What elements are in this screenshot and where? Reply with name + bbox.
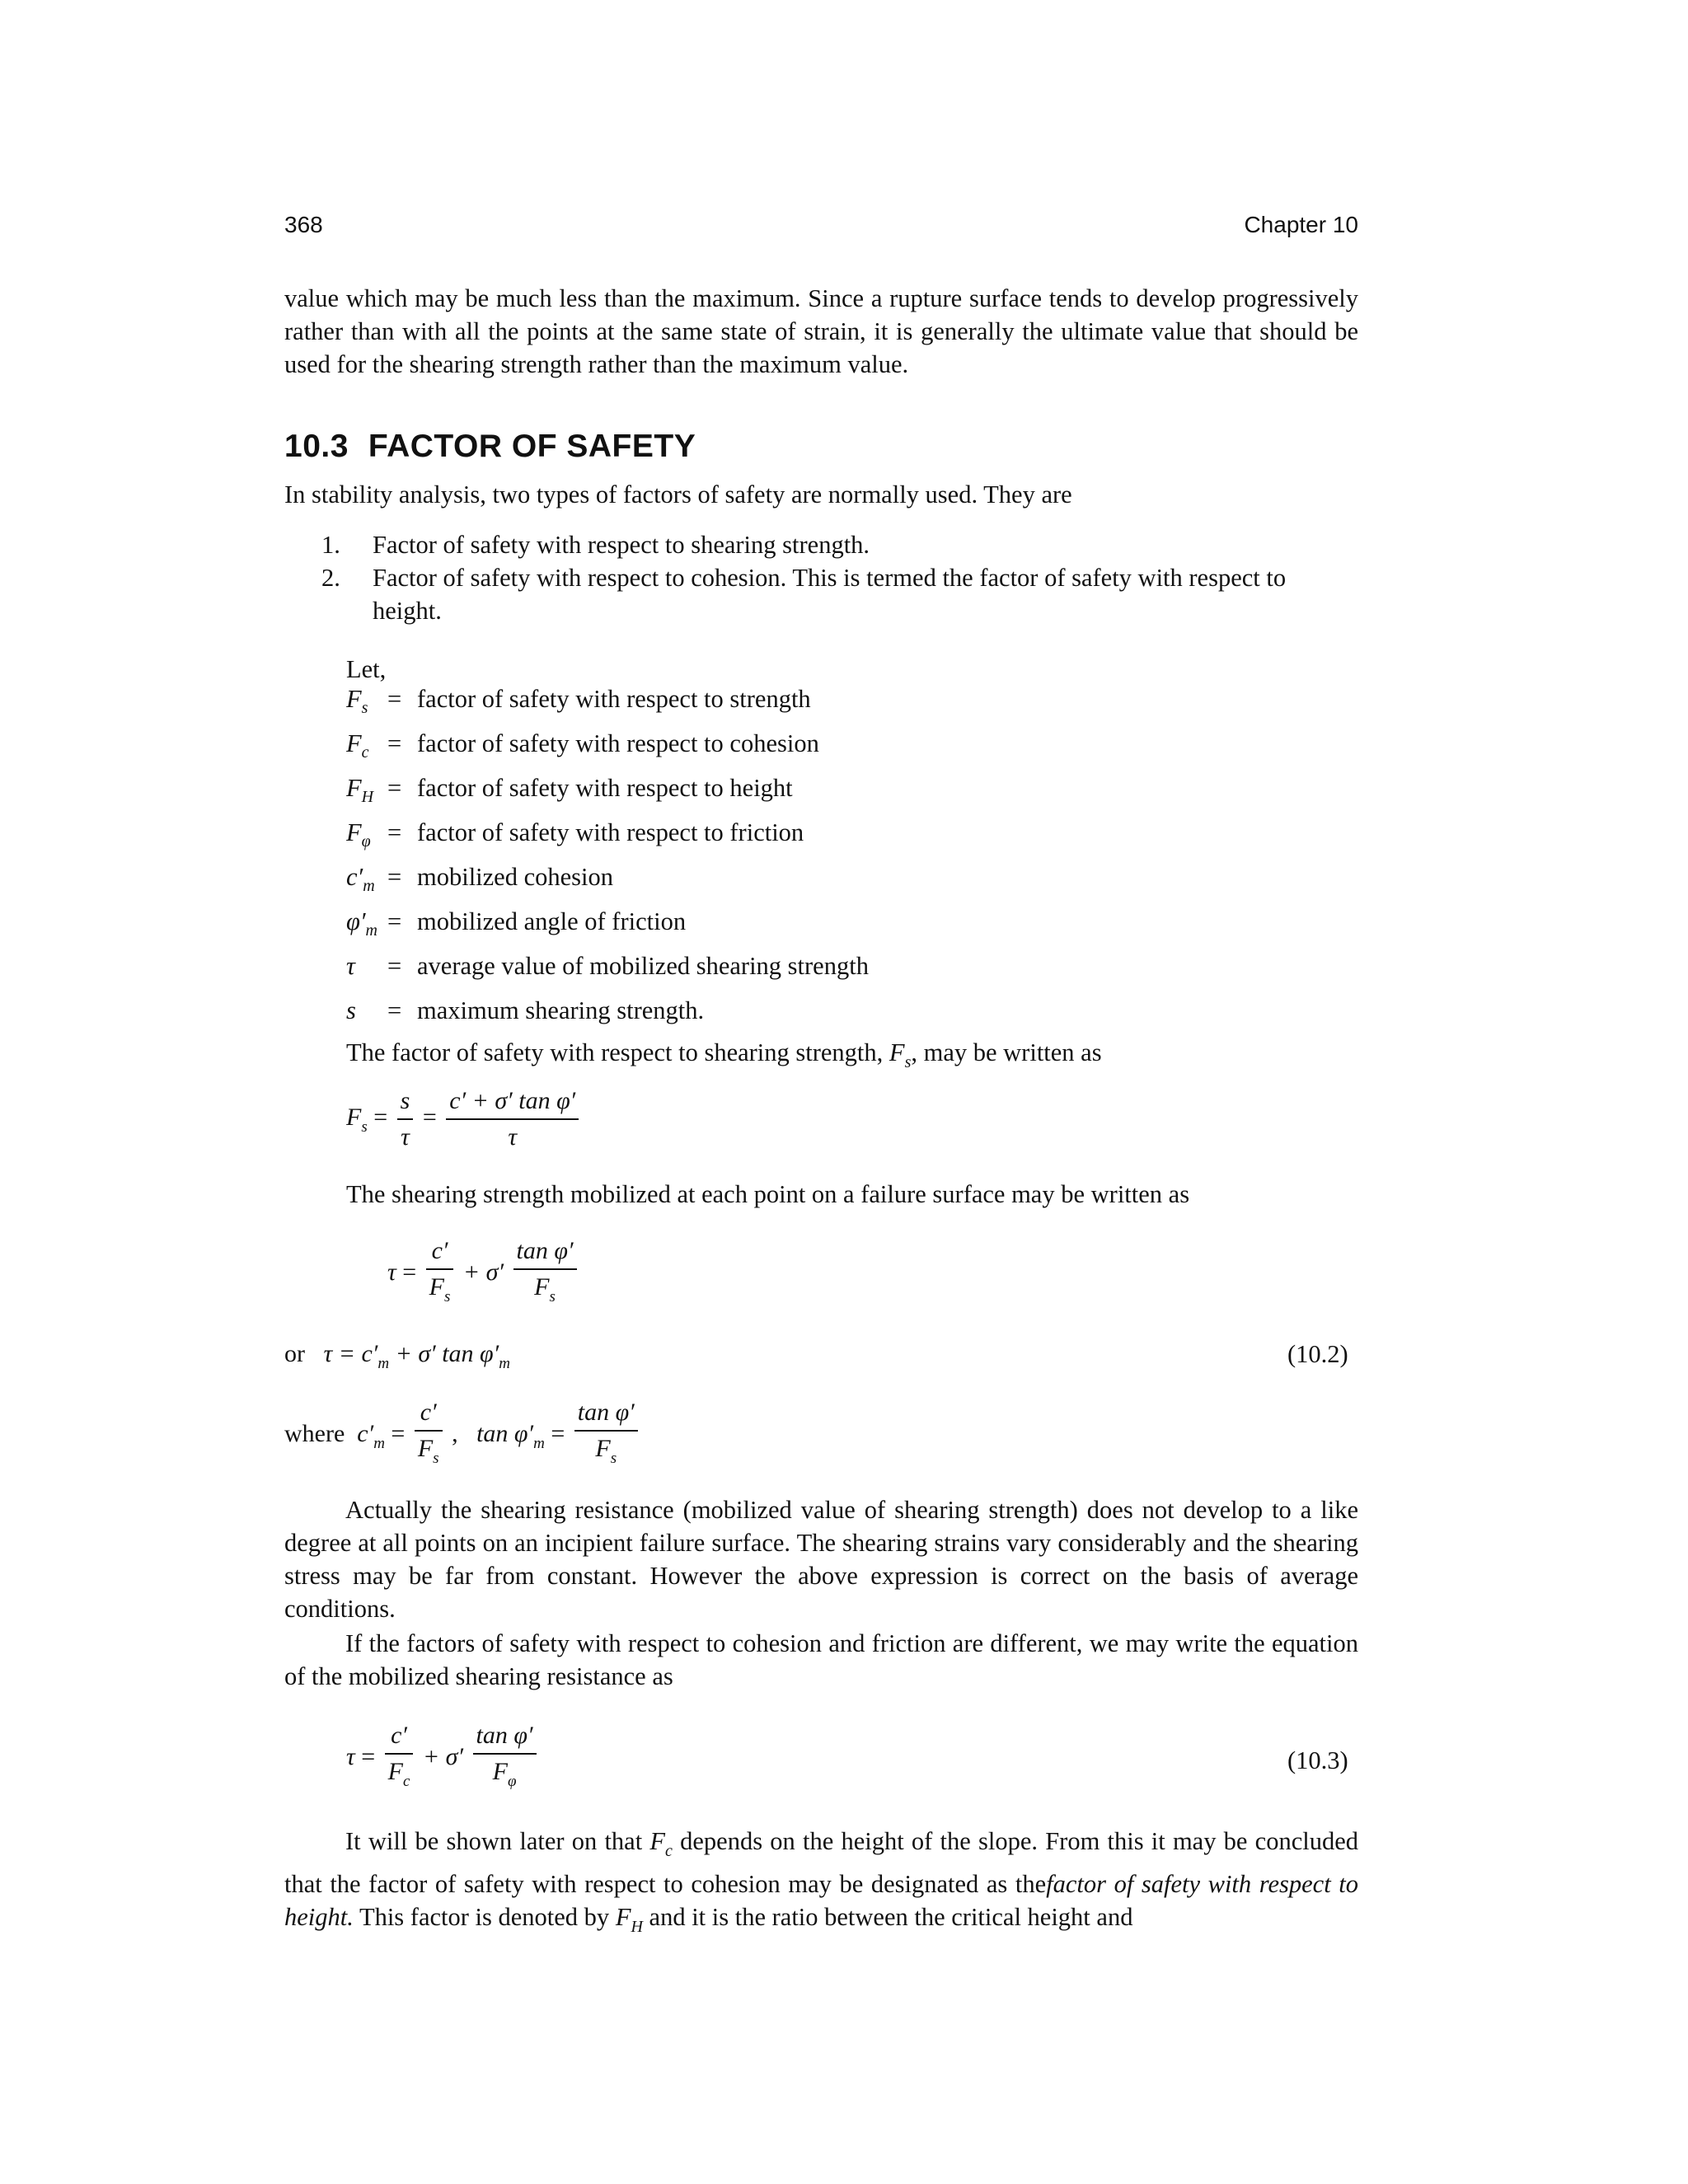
definition-symbol: τ xyxy=(346,952,355,980)
definition-equals: = xyxy=(387,774,402,802)
fraction: $\frac{c'}{F_c}$ xyxy=(385,1721,414,1797)
definition-symbol: s xyxy=(346,996,356,1024)
fraction: $\frac{\text{tan φ′}}{F_s}$ xyxy=(574,1398,638,1474)
definition-text: factor of safety with respect to strength xyxy=(417,685,811,713)
fs-intro-line: The factor of safety with respect to shearing strength, $F_s$, may be written as xyxy=(346,1038,1102,1071)
list-text: Factor of safety with respect to cohesion. This is termed the factor of safety with respect to height. xyxy=(373,564,1287,625)
definition-symbol: $F_\varphi$ xyxy=(346,818,371,851)
definition-equals: = xyxy=(387,729,402,757)
definition-text: factor of safety with respect to cohesion xyxy=(417,729,819,757)
list-number: 1. xyxy=(321,531,340,559)
equation-10-2: or $\tau = c'_m + \sigma'$ $\tan \varphi'_m$ xyxy=(284,1340,510,1372)
definition-text: factor of safety with respect to friction xyxy=(417,818,804,846)
definition-symbol: $F_H$ xyxy=(346,774,374,806)
definition-equals: = xyxy=(387,863,402,891)
definition-text: maximum shearing strength. xyxy=(417,996,705,1024)
page-number: 368 xyxy=(284,212,323,237)
equation-number: (10.3) xyxy=(1287,1746,1348,1774)
section-number: 10.3 xyxy=(284,429,349,464)
definition-symbol: $F_c$ xyxy=(346,729,369,762)
equation-number: (10.2) xyxy=(1287,1340,1348,1368)
equation-fs: $F_s$ = $\frac{s}{\tau}$ = $\frac{\text{c′ + σ′ tan φ′}}{\tau}$ xyxy=(346,1086,582,1152)
list-number: 2. xyxy=(321,564,340,592)
equation-where: where $c'_m$ = $\frac{c'}{F_s}$ , $\tan \varphi'_m$ = $\frac{\text{tan φ′}}{F_s}$ xyxy=(284,1398,641,1474)
safety-types-list xyxy=(321,528,1358,627)
definition-text: factor of safety with respect to height xyxy=(417,774,793,802)
fraction: $\frac{\text{tan φ′}}{F_s}$ xyxy=(513,1236,577,1312)
equation-10-3: τ = $\frac{c'}{F_c}$ + σ′ $\frac{\text{tan φ′}}{F_\varphi}$ xyxy=(346,1721,540,1797)
definition-text: mobilized cohesion xyxy=(417,863,614,891)
mobilized-intro-line: The shearing strength mobilized at each point on a failure surface may be written as xyxy=(346,1180,1190,1208)
definition-equals: = xyxy=(387,818,402,846)
fraction: $\frac{s}{\tau}$ xyxy=(397,1086,414,1152)
definition-equals: = xyxy=(387,996,402,1024)
page-header xyxy=(284,212,1358,248)
fraction: $\frac{\text{c′ + σ′ tan φ′}}{\tau}$ xyxy=(446,1086,579,1152)
paragraph-different-factors: If the factors of safety with respect to cohesion and friction are different, we may write the equation of the mobilized shearing resistance as xyxy=(284,1629,1358,1690)
definition-equals: = xyxy=(387,685,402,713)
list-item xyxy=(321,528,1358,561)
definition-text: mobilized angle of friction xyxy=(417,907,687,935)
section-intro: In stability analysis, two types of factors of safety are normally used. They are xyxy=(284,480,1072,509)
running-head: Chapter 10 xyxy=(1244,212,1358,237)
fraction: $\frac{\text{tan φ′}}{F_\varphi}$ xyxy=(473,1721,537,1797)
paragraph-continuation: value which may be much less than the maximum. Since a rupture surface tends to develop progressively rather than with all the points at the same state of strain, it is generally the ultimate value that should be used for the shearing strength rather than the maximum value. xyxy=(284,284,1358,378)
definition-equals: = xyxy=(387,907,402,935)
definition-symbol: $c'_m$ xyxy=(346,863,375,895)
equation-tau-fs: τ = $\frac{c'}{F_s}$ + σ′ $\frac{\text{tan φ′}}{F_s}$ xyxy=(387,1236,580,1312)
definition-symbol: $F_s$ xyxy=(346,685,368,717)
paragraph-height-factor: It will be shown later on that $F_c$ depends on the height of the slope. From this it may be concluded that the factor of safety with respect to cohesion may be designated as thefactor of safety with respect to height. This factor is denoted by $F_H$ and it is the ratio between the critical height and xyxy=(284,1827,1358,1936)
definition-text: average value of mobilized shearing strength xyxy=(417,952,869,980)
definition-symbol: $\varphi'_m$ xyxy=(346,907,377,940)
paragraph-shearing-resistance: Actually the shearing resistance (mobilized value of shearing strength) does not develop to a like degree at all points on an incipient failure surface. The shearing strains vary considerably and the shearing stress may be far from constant. However the above expression is correct on the basis of average conditions. xyxy=(284,1496,1358,1623)
section-title: FACTOR OF SAFETY xyxy=(368,429,696,464)
fraction: $\frac{c'}{F_s}$ xyxy=(415,1398,443,1474)
list-text: Factor of safety with respect to shearing strength. xyxy=(373,531,870,559)
list-item xyxy=(321,561,1358,627)
fraction: $\frac{c'}{F_s}$ xyxy=(426,1236,454,1312)
definition-equals: = xyxy=(387,952,402,980)
section-heading xyxy=(284,429,696,465)
let-label: Let, xyxy=(346,655,387,683)
